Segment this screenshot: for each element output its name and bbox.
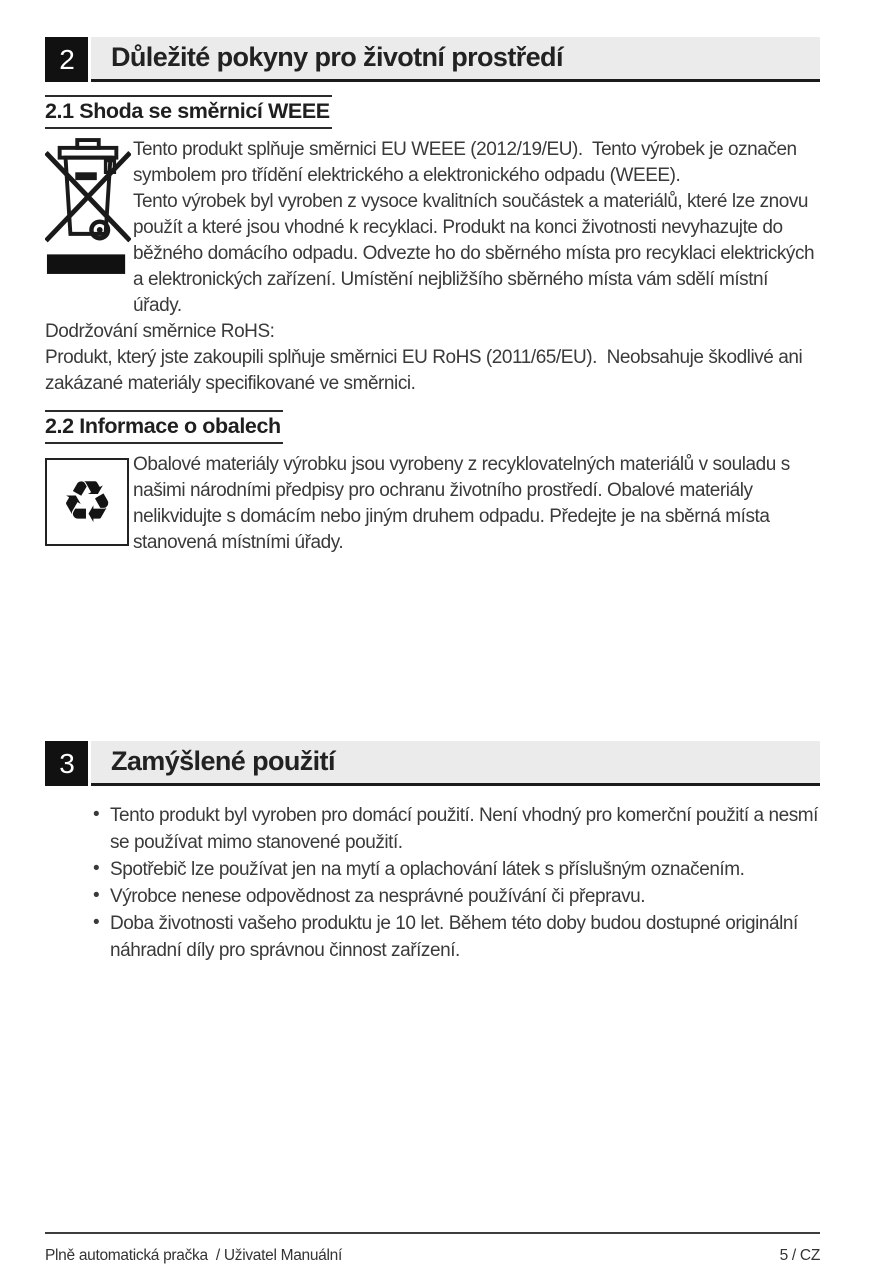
rohs-text: Produkt, který jste zakoupili splňuje směrnici EU RoHS (2011/65/EU). Neobsahuje škodlivé ani zakázané materiály specifikované ve směrnici. (45, 347, 808, 394)
weee-paragraph-2: Tento výrobek byl vyroben z vysoce kvalitních součástek a materiálů, které lze znovu použít a které jsou vhodné k recyklaci. Produkt na konci životnosti nevyhazujte do běžného domácího odpadu. Odvezte ho do sběrného místa pro recyklaci elektrických a elektronických zařízení. Umístění nejbližšího sběrného místa vám sdělí místní úřady. (133, 191, 819, 316)
page-footer (45, 1232, 820, 1265)
weee-text-column (133, 137, 820, 319)
weee-block (45, 137, 820, 319)
recycling-icon: ♻ (61, 468, 113, 536)
packaging-paragraph: Obalové materiály výrobku jsou vyrobeny z recyklovatelných materiálů v souladu s našimi národními předpisy pro ochranu životního prostředí. Obalové materiály nelikvidujte s domácím nebo jiným druhem odpadu. Předejte je na sběrná místa stanovená místními úřady. (133, 454, 795, 553)
weee-crossed-bin-icon (45, 137, 131, 276)
section-3-header (45, 741, 820, 786)
list-item: • Výrobce nenese odpovědnost za nesprávné používání či přepravu. (93, 883, 820, 910)
packaging-icon-column (45, 452, 133, 556)
intended-use-list (45, 802, 820, 964)
list-item: • Tento produkt byl vyroben pro domácí použití. Není vhodný pro komerční použití a nesmí se používat mimo stanovené použití. (93, 802, 820, 856)
section-2-header (45, 37, 820, 82)
section-3-title: Zamýšlené použití (111, 745, 335, 776)
section-3-number: 3 (59, 747, 74, 779)
list-item: • Spotřebič lze používat jen na mytí a oplachování látek s příslušným označením. (93, 856, 820, 883)
subsection-2-2-heading: 2.2 Informace o obalech (45, 410, 283, 444)
section-2-title: Důležité pokyny pro životní prostředí (111, 41, 563, 72)
packaging-text-column (133, 452, 820, 556)
section-3-title-bar (91, 741, 820, 786)
list-item: • Doba životnosti vašeho produktu je 10 let. Během této doby budou dostupné originální náhradní díly pro správnou činnost zařízení. (93, 910, 820, 964)
footer-document-title: Plně automatická pračka / Uživatel Manuální (45, 1247, 342, 1264)
section-3-number-box (45, 741, 88, 786)
weee-icon-column (45, 137, 133, 319)
page-content (45, 37, 820, 964)
weee-paragraph-1: Tento produkt splňuje směrnici EU WEEE (2012/19/EU). Tento výrobek je označen symbolem pro třídění elektrického a elektronického odpadu (WEEE). (133, 139, 802, 186)
recycling-icon-box (45, 458, 129, 546)
section-2-number: 2 (59, 43, 74, 75)
rohs-label: Dodržování směrnice RoHS: (45, 321, 275, 342)
footer-page-number: 5 / CZ (779, 1247, 820, 1264)
packaging-block (45, 452, 820, 556)
section-2-number-box (45, 37, 88, 82)
section-2-title-bar (91, 37, 820, 82)
subsection-2-1-heading: 2.1 Shoda se směrnicí WEEE (45, 95, 332, 129)
